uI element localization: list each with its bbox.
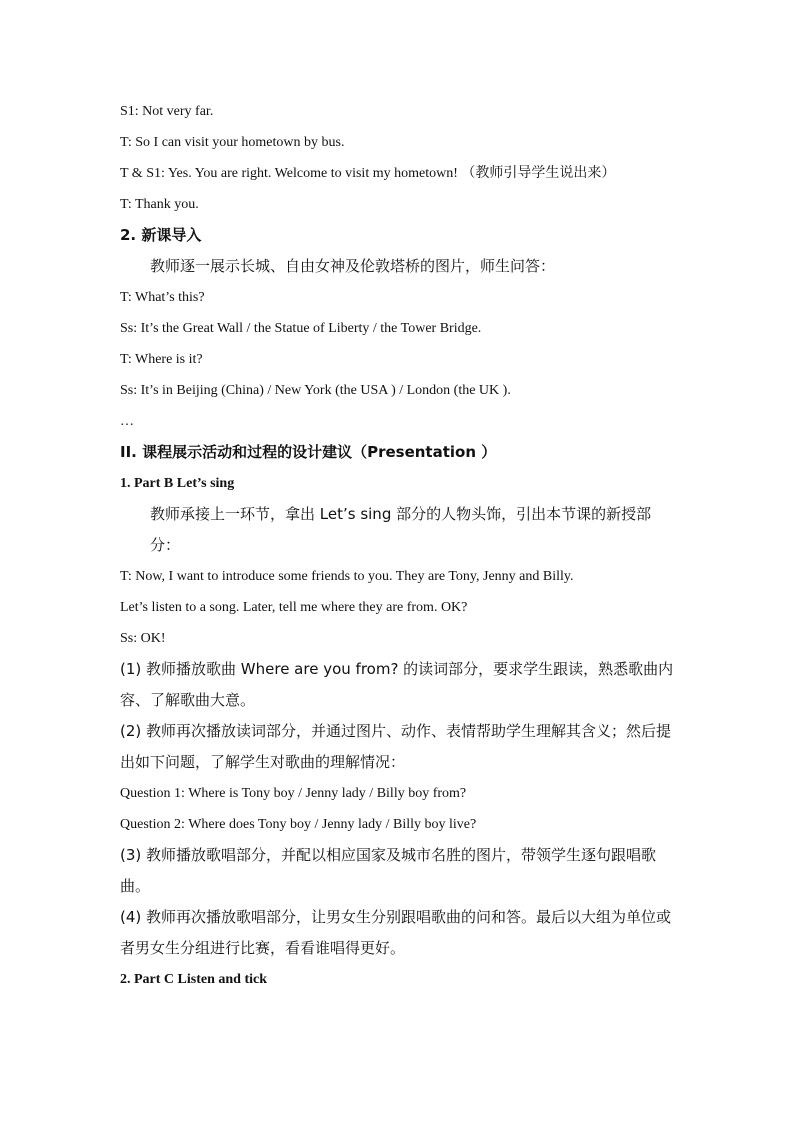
instruction-paragraph-part-b: 教师承接上一环节，拿出 Let’s sing 部分的人物头饰，引出本节课的新授部分： (150, 505, 652, 554)
dialogue-line-answer-what: Ss: It’s the Great Wall / the Statue of Liberty / the Tower Bridge. (120, 321, 482, 336)
dialogue-line-s1: S1: Not very far. (120, 104, 214, 119)
subheading-part-c: 2. Part C Listen and tick (120, 972, 267, 987)
question-1: Question 1: Where is Tony boy / Jenny lady / Billy boy from? (120, 786, 467, 801)
step-1-paragraph: (1) 教师播放歌曲 Where are you from? 的读词部分，要求学生跟读，熟悉歌曲内容、了解歌曲大意。 (120, 660, 674, 709)
dialogue-line-introduce: T: Now, I want to introduce some friends to you. They are Tony, Jenny and Billy. (120, 569, 574, 584)
section-heading-presentation: II. 课程展示活动和过程的设计建议（Presentation ） (120, 443, 497, 461)
step-3-paragraph: (3) 教师播放歌唱部分，并配以相应国家及城市名胜的图片，带领学生逐句跟唱歌曲。 (120, 846, 657, 895)
step-2-paragraph: (2) 教师再次播放读词部分，并通过图片、动作、表情帮助学生理解其含义；然后提出如下问题，了解学生对歌曲的理解情况： (120, 722, 672, 771)
dialogue-line-answer-where: Ss: It’s in Beijing (China) / New York (the USA ) / London (the UK ). (120, 383, 511, 398)
dialogue-line-ok: Ss: OK! (120, 631, 166, 646)
section-heading-new-lesson: 2. 新课导入 (120, 226, 202, 244)
dialogue-line-listen: Let’s listen to a song. Later, tell me where they are from. OK? (120, 600, 468, 615)
dialogue-line-t-thanks: T: Thank you. (120, 197, 199, 212)
question-2: Question 2: Where does Tony boy / Jenny lady / Billy boy live? (120, 817, 477, 832)
dialogue-line-t-s1: T & S1: Yes. You are right. Welcome to visit my hometown! （教师引导学生说出来） (120, 166, 616, 181)
dialogue-line-what: T: What’s this? (120, 290, 205, 305)
ellipsis: … (120, 414, 134, 429)
instruction-paragraph: 教师逐一展示长城、自由女神及伦敦塔桥的图片，师生问答： (150, 257, 556, 275)
document-page (120, 96, 680, 995)
dialogue-line-t-bus: T: So I can visit your hometown by bus. (120, 135, 345, 150)
step-4-paragraph: (4) 教师再次播放歌唱部分，让男女生分别跟唱歌曲的问和答。最后以大组为单位或者男女生分组进行比赛，看看谁唱得更好。 (120, 908, 672, 957)
dialogue-line-where: T: Where is it? (120, 352, 203, 367)
subheading-part-b: 1. Part B Let’s sing (120, 476, 235, 491)
